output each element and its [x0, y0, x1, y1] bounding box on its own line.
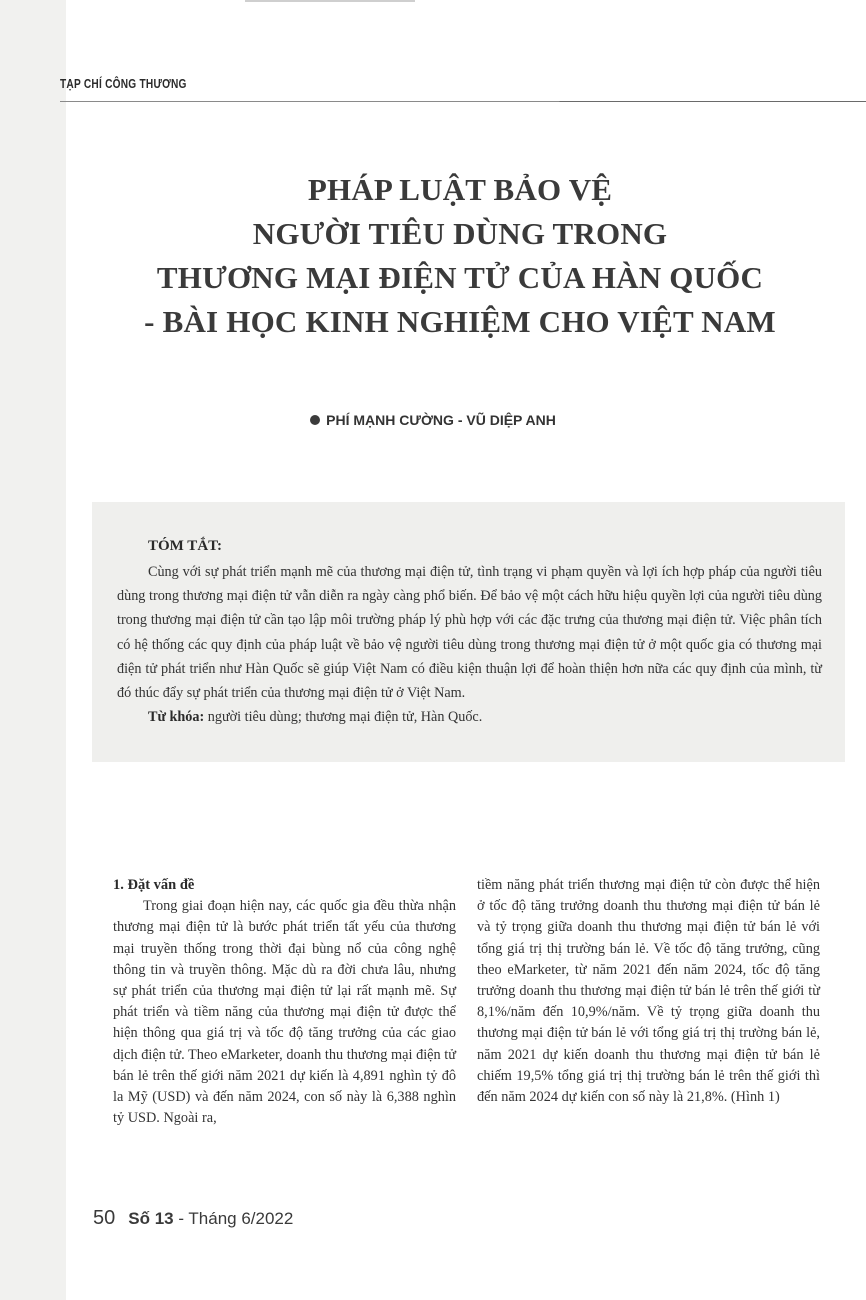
- journal-header: [60, 75, 866, 93]
- authors: PHÍ MẠNH CƯỜNG - VŨ DIỆP ANH: [326, 412, 556, 428]
- authors-line: [0, 412, 866, 428]
- title-line: PHÁP LUẬT BẢO VỆ: [307, 172, 613, 207]
- paragraph: tiềm năng phát triển thương mại điện tử còn được thể hiện ở tốc độ tăng trưởng doanh thu thương mại điện tử bán lẻ và tỷ trọng giữa doanh thu thương mại điện tử bán lẻ với tổng giá trị thị trường bán lẻ. Về tốc độ tăng trưởng, cũng theo eMarketer, từ năm 2021 đến năm 2024, tốc độ tăng trưởng doanh thu thương mại điện tử bán lẻ trên thế giới từ 8,1%/năm đến 10,9%/năm. Về tỷ trọng giữa doanh thu thương mại điện tử bán lẻ với tổng giá trị thị trường bán lẻ, năm 2021 dự kiến doanh thu thương mại điện tử bán lẻ chiếm 19,5% tổng giá trị thị trường bán lẻ trên thế giới thì đến năm 2024 dự kiến con số này là 21,8%. (Hình 1): [477, 877, 820, 1106]
- keywords-label: Từ khóa:: [148, 709, 205, 726]
- section-heading: 1. Đặt vấn đề: [113, 877, 195, 893]
- abstract-box: [92, 502, 845, 762]
- abstract-heading: TÓM TẮT:: [148, 538, 223, 554]
- abstract-text: Cùng với sự phát triển mạnh mẽ của thương mại điện tử, tình trạng vi phạm quyền và lợi ích hợp pháp của người tiêu dùng trong thương mại điện tử vẫn diễn ra ngày càng phổ biến. Để bảo vệ một cách hữu hiệu quyền lợi của người tiêu dùng trong thương mại điện tử cần tạo lập môi trường pháp lý phù hợp với các đặc trưng của thương mại điện tử. Việc phân tích có hệ thống các quy định của pháp luật về bảo vệ người tiêu dùng trong thương mại điện tử ở một quốc gia có thương mại điện tử phát triển như Hàn Quốc sẽ giúp Việt Nam có điều kiện thuận lợi để hoàn thiện hơn nữa các quy định của mình, từ đó thúc đẩy sự phát triển của thương mại điện tử ở Việt Nam.: [117, 564, 822, 702]
- article-title: [90, 168, 830, 344]
- keywords: [117, 705, 822, 729]
- header-rule: [60, 101, 866, 102]
- abstract-body: [117, 560, 822, 729]
- paragraph: Trong giai đoạn hiện nay, các quốc gia đều thừa nhận thương mại điện tử là bước phát triển tất yếu của thương mại truyền thống trong thời đại bùng nổ của công nghệ thông tin và truyền thông. Mặc dù ra đời chưa lâu, nhưng sự phát triển của thương mại điện tử lại rất mạnh mẽ. Sự phát triển và tiềm năng của thương mại điện tử được thể hiện thông qua giá trị và tốc độ tăng trưởng của các giao dịch điện tử. Theo eMarketer, doanh thu thương mại điện tử bán lẻ trên thế giới năm 2021 dự kiến là 4,891 nghìn tỷ đô la Mỹ (USD) và đến năm 2024, con số này là 6,388 nghìn tỷ USD. Ngoài ra,: [113, 898, 456, 1127]
- body-column-right: [477, 875, 820, 1108]
- issue-date: - Tháng 6/2022: [173, 1209, 294, 1228]
- journal-name: TẠP CHÍ CÔNG THƯƠNG: [60, 76, 187, 91]
- issue-number: Số 13: [128, 1209, 174, 1228]
- title-line: THƯƠNG MẠI ĐIỆN TỬ CỦA HÀN QUỐC: [156, 260, 764, 295]
- page-number: 50: [93, 1207, 116, 1229]
- title-line: NGƯỜI TIÊU DÙNG TRONG: [252, 216, 668, 251]
- bullet-icon: [310, 415, 320, 425]
- top-scan-rule: [245, 0, 415, 2]
- body-column-left: [113, 875, 456, 1129]
- page-footer: [93, 1207, 293, 1230]
- page-margin-strip: [0, 0, 66, 1300]
- keywords-text: người tiêu dùng; thương mại điện tử, Hàn Quốc.: [204, 709, 483, 726]
- title-line: - BÀI HỌC KINH NGHIỆM CHO VIỆT NAM: [144, 304, 776, 339]
